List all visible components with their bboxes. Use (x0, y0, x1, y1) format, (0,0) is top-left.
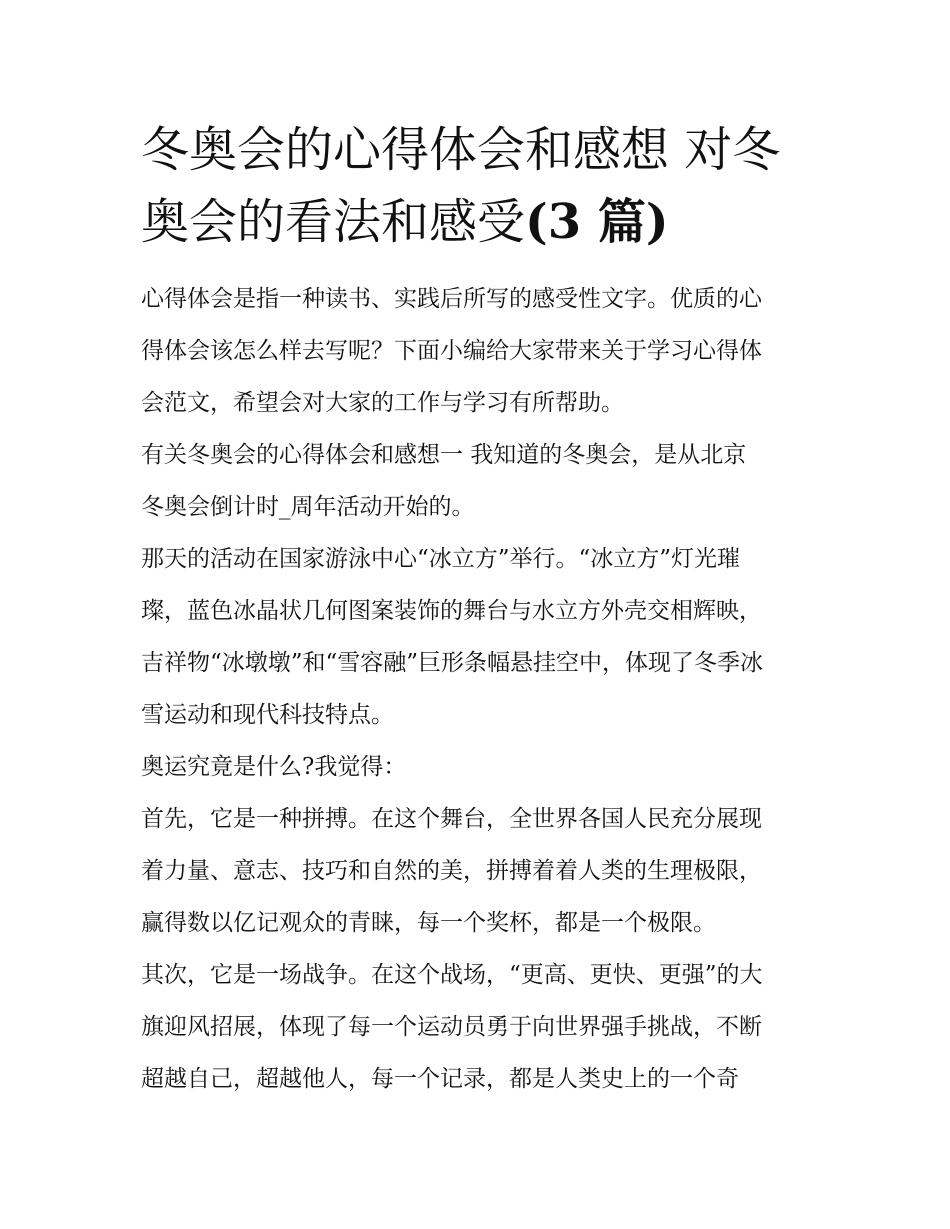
paragraph-section-one (141, 438, 831, 524)
paragraph-question (141, 750, 831, 784)
text-line: 有关冬奥会的心得体会和感想一 我知道的冬奥会，是从北京 (141, 442, 747, 468)
paragraph-ice-cube-event (141, 542, 831, 732)
title-line (141, 186, 821, 258)
paragraph-first-point (141, 802, 831, 940)
text-line: 那天的活动在国家游泳中心“冰立方”举行。“冰立方”灯光璀 (141, 546, 741, 572)
document-body (141, 282, 831, 1102)
paragraph-second-point (141, 958, 831, 1096)
text-line: 吉祥物“冰墩墩”和“雪容融”巨形条幅悬挂空中，体现了冬季冰 (141, 650, 764, 676)
text-line: 心得体会是指一种读书、实践后所写的感受性文字。优质的心 (141, 286, 762, 312)
text-line: 会范文，希望会对大家的工作与学习有所帮助。 (141, 390, 624, 416)
text-line: 奥运究竟是什么?我觉得： (141, 754, 407, 780)
title-count: (3 篇) (525, 194, 669, 250)
text-line: 超越自己，超越他人，每一个记录，都是人类史上的一个奇 (141, 1066, 739, 1092)
document-title (141, 114, 821, 258)
text-line: 冬奥会倒计时_周年活动开始的。 (141, 494, 475, 520)
text-line: 赢得数以亿记观众的青睐，每一个奖杯，都是一个极限。 (141, 910, 716, 936)
text-line: 旗迎风招展，体现了每一个运动员勇于向世界强手挑战，不断 (141, 1014, 762, 1040)
text-line: 雪运动和现代科技特点。 (141, 702, 394, 728)
text-line: 其次，它是一场战争。在这个战场，“更高、更快、更强”的大 (141, 962, 763, 988)
title-line: 冬奥会的心得体会和感想 对冬 (141, 122, 781, 178)
text-line: 得体会该怎么样去写呢？下面小编给大家带来关于学习心得体 (141, 338, 762, 364)
title-line-text: 奥会的看法和感受 (141, 194, 526, 250)
text-line: 着力量、意志、技巧和自然的美，拼搏着着人类的生理极限， (141, 858, 762, 884)
text-line: 璨，蓝色冰晶状几何图案装饰的舞台与水立方外壳交相辉映， (141, 598, 762, 624)
paragraph-intro (141, 282, 831, 420)
text-line: 首先，它是一种拼搏。在这个舞台，全世界各国人民充分展现 (141, 806, 762, 832)
